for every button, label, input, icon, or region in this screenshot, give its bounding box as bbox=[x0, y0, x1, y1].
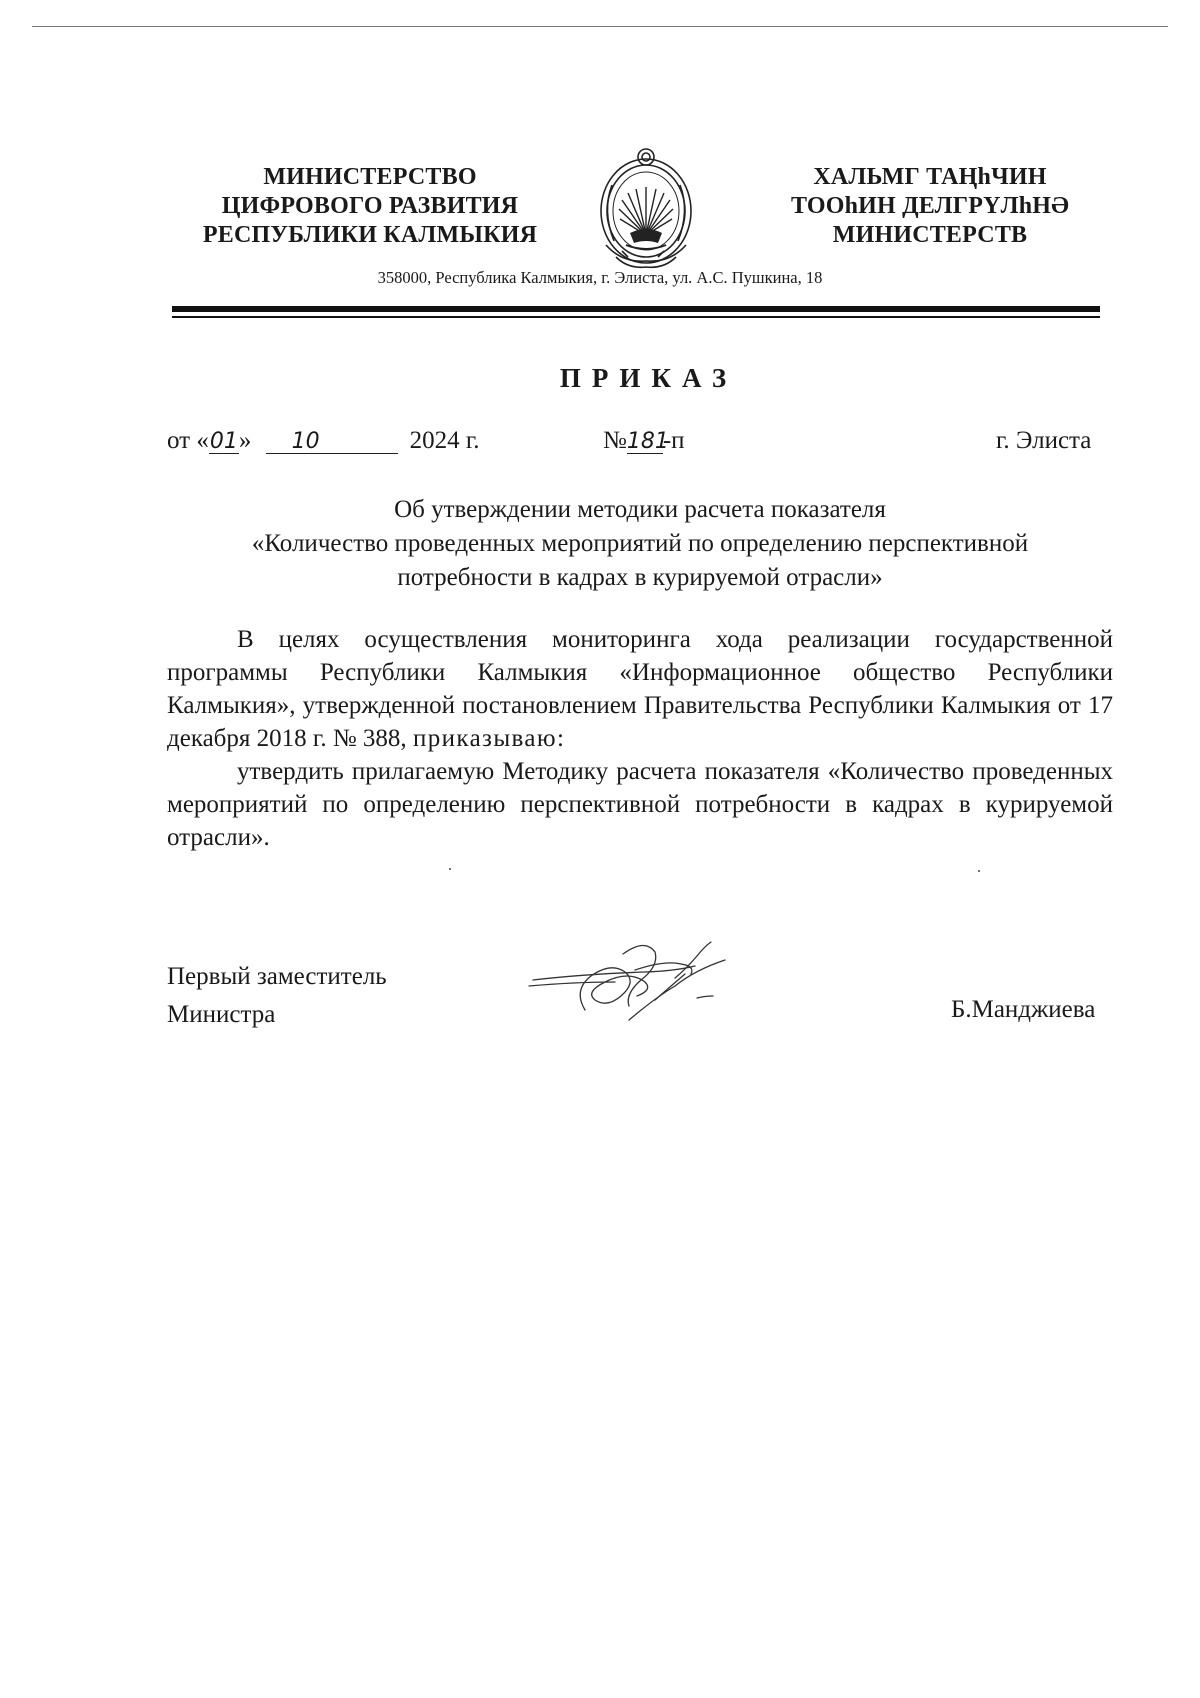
handwritten-signature-icon bbox=[525, 930, 745, 1030]
ministry-name-line: ТООһИН ДЕЛГРҮЛһНӘ bbox=[790, 193, 1070, 219]
date-prefix: от « bbox=[167, 427, 209, 454]
ministry-name-line: МИНИСТЕРСТВ bbox=[832, 222, 1028, 248]
number-suffix: -п bbox=[662, 427, 685, 454]
header-divider-thick bbox=[172, 306, 1100, 312]
ministry-name-line: РЕСПУБЛИКИ КАЛМЫКИЯ bbox=[202, 222, 538, 248]
ministry-name-russian bbox=[200, 163, 540, 250]
signer-name: Б.Манджиева bbox=[951, 996, 1096, 1023]
order-title: ПРИКАЗ bbox=[559, 363, 738, 393]
order-city: г. Элиста bbox=[996, 427, 1092, 454]
ministry-name-line: ХАЛЬМГ ТАҢһЧИН bbox=[813, 164, 1047, 190]
scan-speck bbox=[449, 868, 451, 870]
signer-position-line: Министра bbox=[167, 1001, 276, 1028]
date-year: 2024 г. bbox=[409, 427, 480, 454]
subject-line: Об утверждении методики расчета показателя bbox=[394, 496, 886, 523]
number-prefix: № bbox=[603, 427, 627, 454]
order-directive: приказываю: bbox=[412, 725, 566, 752]
body-paragraph: утвердить прилагаемую Методику расчета показателя «Количество проведенных мероприятий по определению перспективной потребности в кадрах в курируемой отрасли». bbox=[167, 758, 1113, 851]
order-body bbox=[167, 623, 1113, 854]
signer-position bbox=[167, 958, 387, 1034]
ministry-name-kalmyk bbox=[760, 163, 1100, 250]
order-subject bbox=[175, 493, 1105, 595]
date-mid: » bbox=[238, 427, 252, 454]
subject-line: потребности в кадрах в курируемой отрасли» bbox=[397, 564, 883, 591]
number-value: 181 bbox=[626, 429, 669, 454]
body-paragraph-text: В целях осуществления мониторинга хода реализации государственной программы Республики Калмыкия «Информационное общество Республики Калмыкия», утвержденной постановлением Правительства Республики Калмыкия от 17 декабря 2018 г. № 388, bbox=[167, 626, 1113, 752]
kalmykia-coat-of-arms-icon bbox=[592, 145, 700, 273]
ministry-address: 358000, Республика Калмыкия, г. Элиста, ул. А.С. Пушкина, 18 bbox=[377, 268, 823, 287]
order-date bbox=[167, 427, 480, 455]
date-month: 10 bbox=[266, 431, 398, 454]
ministry-name-line: МИНИСТЕРСТВО bbox=[263, 164, 477, 190]
header-divider-thin bbox=[172, 316, 1100, 318]
scan-speck bbox=[978, 870, 980, 872]
signer-position-line: Первый заместитель bbox=[167, 963, 387, 990]
top-border-line bbox=[32, 26, 1168, 27]
date-day: 01 bbox=[209, 429, 238, 454]
order-number bbox=[603, 427, 685, 455]
ministry-name-line: ЦИФРОВОГО РАЗВИТИЯ bbox=[221, 193, 519, 219]
body-paragraph bbox=[167, 623, 1113, 755]
subject-line: «Количество проведенных мероприятий по определению перспективной bbox=[251, 530, 1029, 557]
